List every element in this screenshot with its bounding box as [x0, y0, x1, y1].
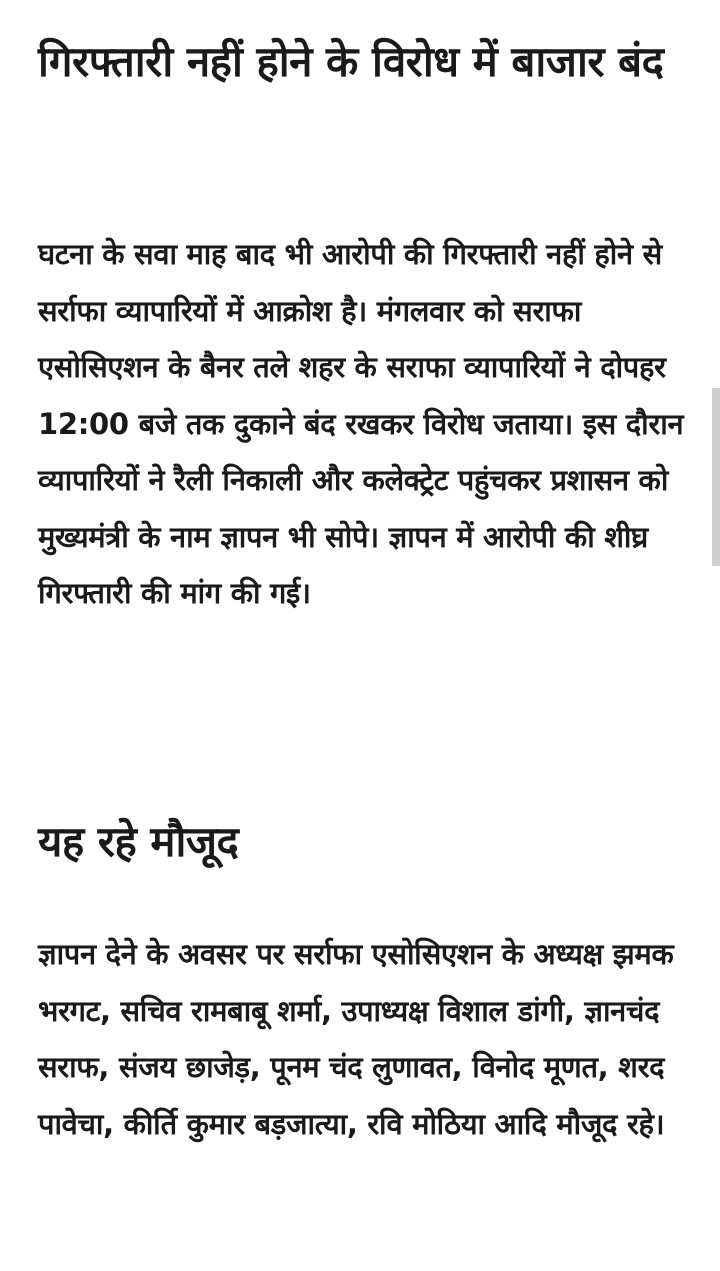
- section-heading-protest: गिरफ्तारी नहीं होने के विरोध में बाजार बंद: [38, 37, 664, 86]
- scrollbar[interactable]: [712, 388, 720, 566]
- section-heading-present: यह रहे मौजूद: [38, 817, 239, 866]
- paragraph-protest: घटना के सवा माह बाद भी आरोपी की गिरफ्तारी नहीं होने से सर्राफा व्यापारियों में आक्रोश है। मंगलवार को सराफा एसोसिएशन के बैनर तले शहर के सराफा व्यापारियों ने दोपहर 12:00 बजे तक दुकाने बंद रखकर विरोध जताया। इस दौरान व्यापारियों ने रैली निकाली और कलेक्ट्रेट पहुंचकर प्रशासन को मुख्यमंत्री के नाम ज्ञापन भी सोपे। ज्ञापन में आरोपी की शीघ्र गिरफ्तारी की मांग की गई।: [38, 237, 684, 610]
- paragraph-present: ज्ञापन देने के अवसर पर सर्राफा एसोसिएशन के अध्यक्ष झमक भरगट, सचिव रामबाबू शर्मा, उपाध्यक्ष विशाल डांगी, ज्ञानचंद सराफ, संजय छाजेड़, पूनम चंद लुणावत, विनोद मूणत, शरद पावेचा, कीर्ति कुमार बड़जात्या, रवि मोठिया आदि मौजूद रहे।: [38, 937, 674, 1141]
